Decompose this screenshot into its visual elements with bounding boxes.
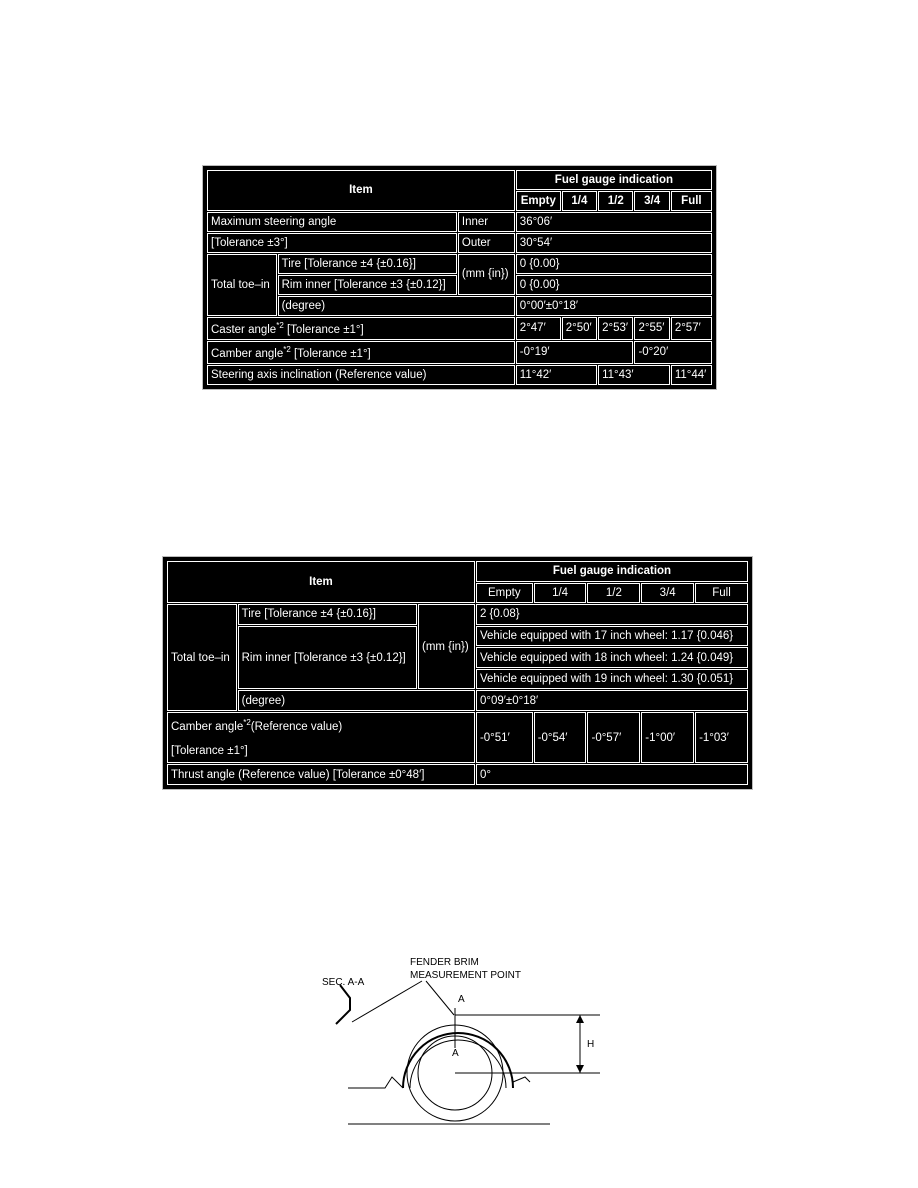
camber-value: -0°51′ (476, 712, 533, 763)
caster-value: 2°55′ (634, 317, 669, 340)
camber-value: -0°20′ (634, 341, 712, 364)
caster-value: 2°47′ (516, 317, 561, 340)
level-full: Full (671, 191, 712, 211)
rim-value-17: Vehicle equipped with 17 inch wheel: 1.17 {0.046} (476, 626, 748, 647)
degree-value: 0°09′±0°18′ (476, 690, 748, 711)
degree-label: (degree) (278, 296, 515, 316)
tire-value: 0 {0.00} (516, 254, 712, 274)
section-mark-top: A (458, 994, 465, 1005)
total-toe-in-label: Total toe–in (167, 604, 237, 711)
camber-value: -0°54′ (534, 712, 587, 763)
caster-value: 2°50′ (562, 317, 597, 340)
rear-alignment-table (163, 557, 752, 789)
rim-inner-label: Rim inner [Tolerance ±3 {±0.12}] (278, 275, 457, 295)
steering-axis-label: Steering axis inclination (Reference value) (207, 365, 515, 385)
fuel-gauge-header: Fuel gauge indication (516, 170, 712, 190)
total-toe-in-label: Total toe–in (207, 254, 277, 316)
level-quarter: 1/4 (534, 583, 587, 604)
tire-label: Tire [Tolerance ±4 {±0.16}] (278, 254, 457, 274)
steering-axis-value: 11°43′ (598, 365, 670, 385)
item-header: Item (167, 561, 475, 603)
level-empty: Empty (476, 583, 533, 604)
caster-angle-label: Caster angle$^{*2}$ [Tolerance ±1°] (207, 317, 515, 340)
level-full: Full (695, 583, 748, 604)
degree-value: 0°00′±0°18′ (516, 296, 712, 316)
fender-brim-label: FENDER BRIM (410, 957, 479, 968)
rim-value-18: Vehicle equipped with 18 inch wheel: 1.24 {0.049} (476, 647, 748, 668)
camber-value: -0°19′ (516, 341, 634, 364)
level-empty: Empty (516, 191, 561, 211)
front-alignment-table (203, 166, 716, 389)
height-label: H (587, 1039, 595, 1050)
steering-axis-value: 11°42′ (516, 365, 597, 385)
section-mark-bottom: A (452, 1048, 459, 1059)
rim-inner-value: 0 {0.00} (516, 275, 712, 295)
tire-value: 2 {0.08} (476, 604, 748, 625)
camber-angle-label: Camber angle$^{*2}$(Reference value) [Tolerance ±1°] (167, 712, 475, 763)
caster-value: 2°53′ (598, 317, 633, 340)
camber-value: -0°57′ (587, 712, 640, 763)
degree-label: (degree) (238, 690, 475, 711)
outer-value: 30°54′ (516, 233, 712, 253)
fuel-gauge-header: Fuel gauge indication (476, 561, 748, 582)
level-half: 1/2 (598, 191, 633, 211)
thrust-angle-label: Thrust angle (Reference value) [Tolerance ±0°48′] (167, 764, 475, 785)
max-steering-label: Maximum steering angle (207, 212, 457, 232)
arrow-up (576, 1015, 584, 1023)
level-three-quarter: 3/4 (634, 191, 669, 211)
thrust-angle-value: 0° (476, 764, 748, 785)
camber-angle-label: Camber angle$^{*2}$ [Tolerance ±1°] (207, 341, 515, 364)
section-profile (336, 985, 350, 1024)
unit-label: (mm {in}) (458, 254, 515, 295)
measurement-point-label: MEASUREMENT POINT (410, 970, 521, 981)
body-line-left (348, 1077, 403, 1088)
steering-axis-value: 11°44′ (671, 365, 712, 385)
caster-value: 2°57′ (671, 317, 712, 340)
inner-label: Inner (458, 212, 515, 232)
camber-value: -1°03′ (695, 712, 748, 763)
level-three-quarter: 3/4 (641, 583, 694, 604)
max-steering-tolerance: [Tolerance ±3°] (207, 233, 457, 253)
unit-label: (mm {in}) (418, 604, 475, 689)
fender-brim-diagram (300, 950, 600, 1135)
inner-value: 36°06′ (516, 212, 712, 232)
body-line-right (513, 1077, 530, 1082)
section-label: SEC. A-A (322, 977, 365, 988)
arrow-down (576, 1065, 584, 1073)
rim-value-19: Vehicle equipped with 19 inch wheel: 1.30 {0.051} (476, 669, 748, 690)
leader-line-point (426, 981, 454, 1015)
camber-value: -1°00′ (641, 712, 694, 763)
rim-inner-label: Rim inner [Tolerance ±3 {±0.12}] (238, 626, 417, 690)
level-half: 1/2 (587, 583, 640, 604)
tire-label: Tire [Tolerance ±4 {±0.16}] (238, 604, 417, 625)
level-quarter: 1/4 (562, 191, 597, 211)
item-header: Item (207, 170, 515, 211)
outer-label: Outer (458, 233, 515, 253)
